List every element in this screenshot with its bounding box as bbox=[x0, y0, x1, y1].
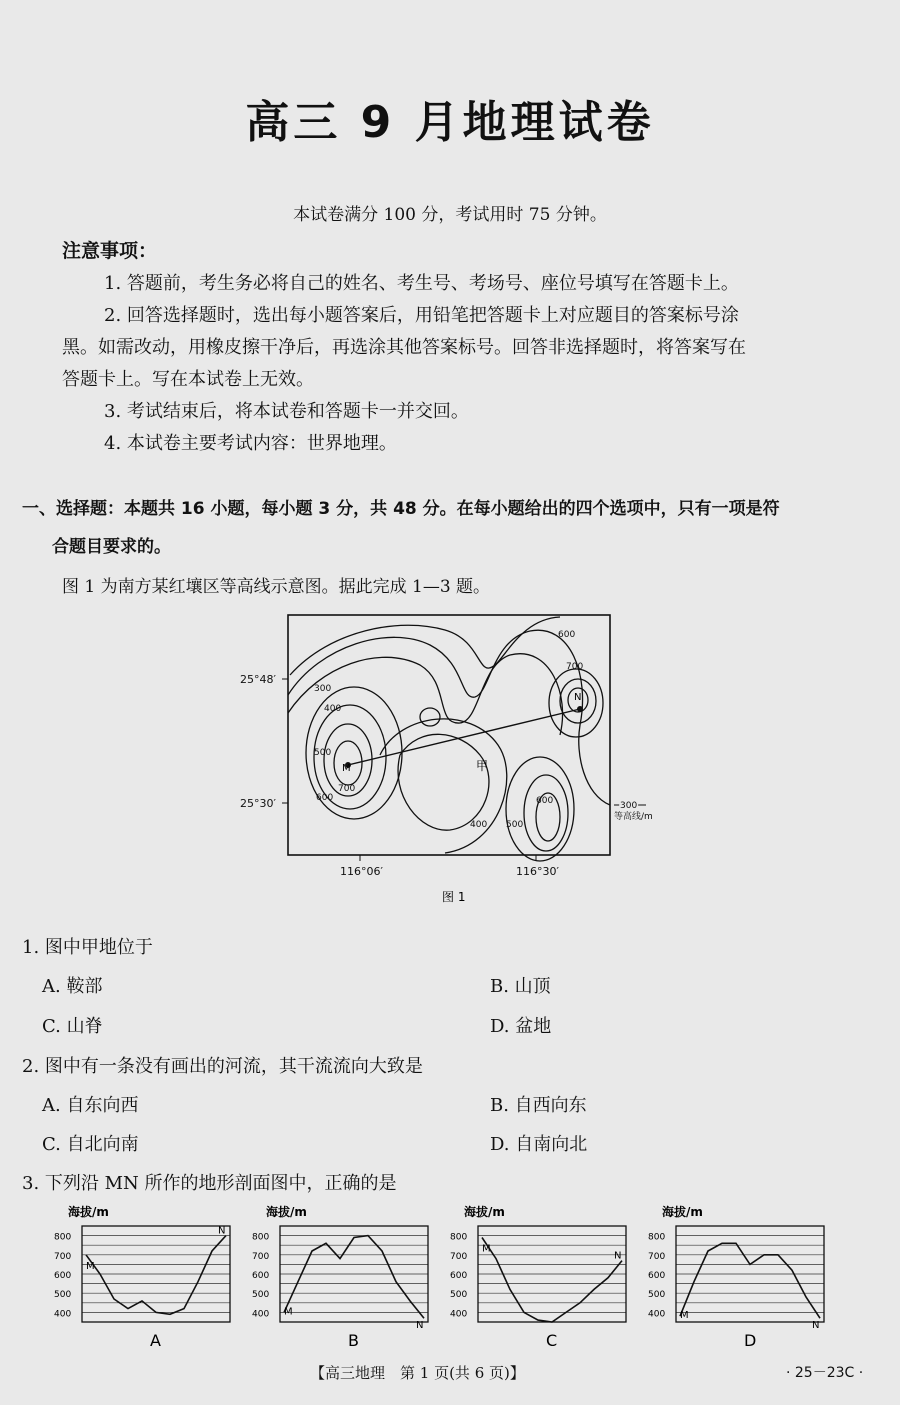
profile-ytick: 500 bbox=[648, 1290, 666, 1301]
question-stem: 3. 下列沿 MN 所作的地形剖面图中，正确的是 bbox=[22, 1173, 397, 1194]
profile-ytick: 700 bbox=[54, 1251, 72, 1262]
profile-ylabel: 海拔/m bbox=[68, 1205, 109, 1219]
lon-label: 116°30′ bbox=[516, 865, 559, 878]
page-title: 高三 9 月地理试卷 bbox=[245, 97, 655, 148]
profile-ylabel: 海拔/m bbox=[464, 1205, 505, 1219]
answer-option[interactable]: D. 自南向北 bbox=[490, 1134, 588, 1155]
profile-ytick: 500 bbox=[252, 1290, 270, 1301]
profile-ytick: 600 bbox=[648, 1271, 666, 1281]
profile-line bbox=[482, 1238, 622, 1323]
profile-ylabel: 海拔/m bbox=[266, 1205, 307, 1219]
notice-item: 1. 答题前，考生务必将自己的姓名、考生号、考场号、座位号填写在答题卡上。 bbox=[104, 273, 739, 294]
profile-ytick: 500 bbox=[54, 1290, 72, 1301]
contour-map bbox=[230, 605, 690, 905]
lon-label: 116°06′ bbox=[340, 865, 383, 878]
lat-label: 25°48′ bbox=[240, 673, 276, 686]
profile-start-label: M bbox=[284, 1306, 293, 1318]
contour-value: 400 bbox=[470, 820, 488, 830]
legend-text: 等高线/m bbox=[614, 812, 653, 822]
answer-option[interactable]: C. 山脊 bbox=[42, 1016, 103, 1037]
figure-caption: 图 1 bbox=[442, 890, 466, 904]
answer-option[interactable]: B. 山顶 bbox=[490, 976, 551, 997]
contour-line bbox=[398, 734, 489, 830]
profile-option-label: B bbox=[348, 1331, 359, 1350]
profile-start-label: M bbox=[86, 1260, 95, 1272]
profile-start-label: M bbox=[482, 1243, 491, 1255]
profile-end-label: N bbox=[416, 1320, 424, 1332]
notice-item: 3. 考试结束后，将本试卷和答题卡一并交回。 bbox=[104, 401, 469, 422]
profile-end-label: N bbox=[218, 1225, 226, 1237]
notice-item: 4. 本试卷主要考试内容：世界地理。 bbox=[104, 433, 397, 454]
section-line: 一、选择题：本题共 16 小题，每小题 3 分，共 48 分。在每小题给出的四个选项中，只有一项是符 bbox=[22, 499, 780, 519]
contour-value: 400 bbox=[324, 704, 342, 714]
profile-ytick: 800 bbox=[54, 1232, 72, 1243]
profile-option-label: D bbox=[744, 1331, 757, 1350]
notice-heading: 注意事项： bbox=[62, 240, 158, 262]
notice-item: 答题卡上。写在本试卷上无效。 bbox=[62, 369, 314, 390]
contour-line bbox=[380, 719, 507, 853]
profile-ytick: 400 bbox=[252, 1309, 270, 1320]
profile-charts bbox=[50, 1202, 860, 1352]
profile-ytick: 600 bbox=[450, 1271, 468, 1281]
profile-ytick: 800 bbox=[450, 1232, 468, 1243]
contour-value: 600 bbox=[536, 796, 554, 806]
page-footer: 【高三地理 第 1 页(共 6 页)】 bbox=[310, 1364, 525, 1382]
contour-value: 500 bbox=[314, 748, 332, 758]
question-stem: 1. 图中甲地位于 bbox=[22, 937, 153, 958]
contour-line bbox=[288, 630, 610, 805]
point-n-label: N bbox=[574, 692, 582, 703]
profile-end-label: N bbox=[614, 1250, 622, 1262]
section-line: 合题目要求的。 bbox=[52, 537, 171, 557]
profile-ytick: 400 bbox=[450, 1309, 468, 1320]
profile-start-label: M bbox=[680, 1310, 689, 1322]
profile-option-label: C bbox=[546, 1331, 558, 1350]
profile-ytick: 700 bbox=[648, 1251, 666, 1262]
profile-ytick: 400 bbox=[648, 1309, 666, 1320]
contour-value: 600 bbox=[558, 630, 576, 640]
paper-code: · 25－23C · bbox=[786, 1365, 864, 1381]
place-jia-label: 甲 bbox=[476, 759, 489, 773]
answer-option[interactable]: D. 盆地 bbox=[490, 1016, 552, 1037]
answer-option[interactable]: C. 自北向南 bbox=[42, 1134, 139, 1155]
profile-ytick: 800 bbox=[648, 1232, 666, 1243]
answer-option[interactable]: B. 自西向东 bbox=[490, 1095, 587, 1116]
profile-ytick: 500 bbox=[450, 1290, 468, 1301]
contour-line bbox=[420, 708, 440, 726]
contour-line bbox=[524, 775, 568, 851]
answer-option[interactable]: A. 鞍部 bbox=[42, 976, 103, 997]
profile-end-label: N bbox=[812, 1320, 820, 1332]
point-m-label: M bbox=[342, 763, 351, 774]
contour-value: 500 bbox=[506, 820, 524, 830]
map-legend bbox=[614, 801, 653, 822]
notice-item: 2. 回答选择题时，选出每小题答案后，用铅笔把答题卡上对应题目的答案标号涂 bbox=[104, 305, 739, 326]
notice-item: 黑。如需改动，用橡皮擦干净后，再选涂其他答案标号。回答非选择题时，将答案写在 bbox=[62, 337, 746, 358]
lat-label: 25°30′ bbox=[240, 797, 276, 810]
profile-ytick: 700 bbox=[252, 1251, 270, 1262]
profile-ytick: 700 bbox=[450, 1251, 468, 1262]
profile-line bbox=[284, 1236, 424, 1319]
profile-ytick: 400 bbox=[54, 1309, 72, 1320]
profile-ylabel: 海拔/m bbox=[662, 1205, 703, 1219]
point-n-marker bbox=[577, 706, 583, 712]
profile-option-label: A bbox=[150, 1331, 161, 1350]
profile-ytick: 600 bbox=[252, 1271, 270, 1281]
legend-value: 300 bbox=[620, 801, 638, 811]
contour-value: 300 bbox=[314, 684, 332, 694]
contour-lines bbox=[288, 617, 610, 861]
contour-value: 700 bbox=[566, 662, 584, 672]
exam-info: 本试卷满分 100 分，考试用时 75 分钟。 bbox=[293, 205, 607, 225]
answer-option[interactable]: A. 自东向西 bbox=[42, 1095, 139, 1116]
question-stem: 2. 图中有一条没有画出的河流，其干流流向大致是 bbox=[22, 1056, 423, 1077]
contour-line bbox=[506, 757, 574, 861]
profile-ytick: 600 bbox=[54, 1271, 72, 1281]
notice-list bbox=[62, 268, 842, 460]
profile-ytick: 800 bbox=[252, 1232, 270, 1243]
contour-value: 600 bbox=[316, 793, 334, 803]
contour-line bbox=[290, 617, 560, 675]
figure-intro: 图 1 为南方某红壤区等高线示意图。据此完成 1—3 题。 bbox=[62, 577, 491, 597]
section-heading bbox=[22, 490, 888, 566]
contour-value: 700 bbox=[338, 784, 356, 794]
